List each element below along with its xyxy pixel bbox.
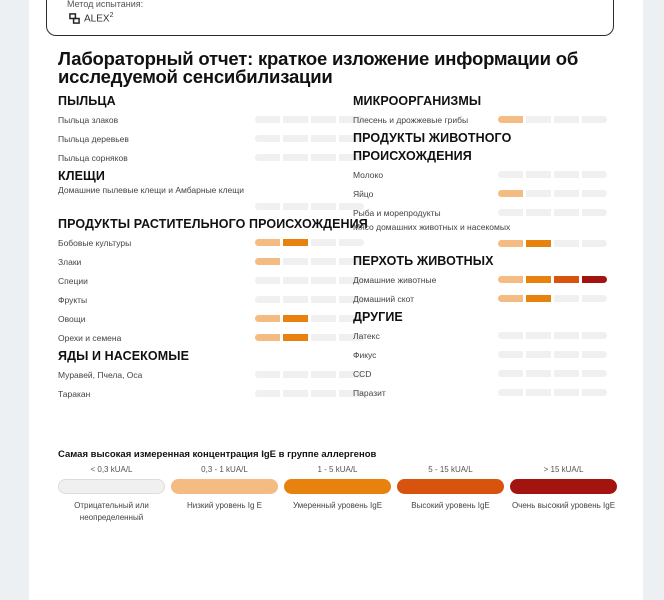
level-segment <box>283 203 308 210</box>
level-segment <box>255 296 280 303</box>
level-segment <box>526 171 551 178</box>
level-segment <box>283 116 308 123</box>
legend-item <box>171 463 278 524</box>
level-segment <box>582 276 607 283</box>
level-segment <box>526 332 551 339</box>
level-segment <box>255 135 280 142</box>
allergen-label: Фрукты <box>58 294 88 305</box>
level-segment <box>255 258 280 265</box>
report-title: Лабораторный отчет: краткое изложение информации об исследуемой сенсибилизации <box>58 48 579 87</box>
level-segment <box>582 171 607 178</box>
sensitization-level-bar <box>255 154 368 161</box>
level-segment <box>582 116 607 123</box>
category-title: МИКРООРГАНИЗМЫ <box>353 94 482 108</box>
level-segment <box>255 116 280 123</box>
allergen-label: Плесень и дрожжевые грибы <box>353 114 469 125</box>
allergen-row <box>58 233 368 252</box>
level-segment <box>311 334 336 341</box>
level-segment <box>283 296 308 303</box>
allergen-label: Пыльца деревьев <box>58 133 129 144</box>
category-title: КЛЕЩИ <box>58 169 105 183</box>
level-segment <box>498 209 523 216</box>
allergen-label: Домашние животные <box>353 274 437 285</box>
allergen-row <box>58 290 368 309</box>
allergen-row <box>353 222 613 252</box>
level-segment <box>554 171 579 178</box>
sensitization-level-bar <box>498 171 613 178</box>
report-page <box>29 0 643 600</box>
allergen-row <box>58 110 368 129</box>
category-title: ЯДЫ И НАСЕКОМЫЕ <box>58 349 190 363</box>
sensitization-level-bar <box>255 334 368 341</box>
sensitization-level-bar <box>255 135 368 142</box>
legend-title: Самая высокая измеренная концентрация IgE в группе аллергенов <box>58 449 377 460</box>
sensitization-level-bar <box>498 209 613 216</box>
level-segment <box>283 315 308 322</box>
level-segment <box>526 295 551 302</box>
legend-range: < 0,3 kUA/L <box>90 465 133 474</box>
level-segment <box>554 389 579 396</box>
allergen-label: Орехи и семена <box>58 332 122 343</box>
level-segment <box>283 258 308 265</box>
legend-color-swatch <box>397 479 504 494</box>
level-segment <box>311 277 336 284</box>
level-segment <box>283 277 308 284</box>
level-segment <box>582 190 607 197</box>
allergen-label: Бобовые культуры <box>58 237 132 248</box>
sensitization-level-bar <box>255 116 368 123</box>
allergen-label: Молоко <box>353 169 384 180</box>
level-segment <box>498 116 523 123</box>
sensitization-level-bar <box>498 351 613 358</box>
ige-legend <box>58 463 618 524</box>
level-segment <box>255 203 280 210</box>
level-segment <box>554 332 579 339</box>
allergen-row <box>58 271 368 290</box>
level-segment <box>311 239 336 246</box>
category-title: ПЕРХОТЬ ЖИВОТНЫХ <box>353 254 494 268</box>
sensitization-level-bar <box>255 277 368 284</box>
allergen-row <box>353 270 613 289</box>
allergen-label: Мясо домашних животных и насекомых <box>353 222 511 232</box>
sensitization-level-bar <box>498 240 613 247</box>
legend-description: Умеренный уровень IgE <box>292 501 383 510</box>
level-segment <box>311 296 336 303</box>
allergen-row <box>58 365 368 384</box>
level-segment <box>526 351 551 358</box>
allergen-row <box>58 252 368 271</box>
allergen-label: Муравей, Пчела, Оса <box>58 369 143 380</box>
allergen-row <box>58 185 368 215</box>
level-segment <box>283 390 308 397</box>
sensitization-level-bar <box>255 296 368 303</box>
sensitization-level-bar <box>498 276 613 283</box>
allergen-row <box>353 326 613 345</box>
level-segment <box>526 276 551 283</box>
test-method-name: ALEX$^2$ <box>84 12 114 25</box>
level-segment <box>554 351 579 358</box>
legend-range: 0,3 - 1 kUA/L <box>201 465 248 474</box>
test-method-value <box>69 12 113 24</box>
allergen-row <box>58 129 368 148</box>
allergen-row <box>353 364 613 383</box>
allergen-row <box>353 203 613 222</box>
level-segment <box>255 334 280 341</box>
allergen-label: Пыльца злаков <box>58 114 119 125</box>
alex-device-icon <box>69 13 80 24</box>
allergen-row <box>58 309 368 328</box>
allergen-row <box>353 345 613 364</box>
allergen-label: Злаки <box>58 256 82 267</box>
sensitization-level-bar <box>498 116 613 123</box>
legend-item <box>397 463 504 524</box>
legend-item <box>510 463 617 524</box>
level-segment <box>311 116 336 123</box>
category-title: ПРОДУКТЫ РАСТИТЕЛЬНОГО ПРОИСХОЖДЕНИЯ <box>58 217 368 231</box>
level-segment <box>311 135 336 142</box>
legend-description: Низкий уровень Ig E <box>186 501 263 510</box>
category-title: ПЫЛЬЦА <box>58 94 116 108</box>
allergen-label: Яйцо <box>353 188 374 199</box>
level-segment <box>582 240 607 247</box>
level-segment <box>498 276 523 283</box>
level-segment <box>283 334 308 341</box>
level-segment <box>311 203 336 210</box>
test-method-card <box>46 0 614 36</box>
right-column <box>353 92 613 402</box>
allergen-label: Латекс <box>353 330 380 341</box>
legend-item <box>284 463 391 524</box>
level-segment <box>311 154 336 161</box>
sensitization-level-bar <box>255 258 368 265</box>
allergen-row <box>353 165 613 184</box>
test-method-label: Метод испытания: <box>67 0 144 9</box>
allergen-row <box>353 110 613 129</box>
level-segment <box>498 171 523 178</box>
level-segment <box>554 190 579 197</box>
allergen-label: Фикус <box>353 349 377 360</box>
allergen-row <box>353 383 613 402</box>
level-segment <box>255 315 280 322</box>
level-segment <box>554 209 579 216</box>
level-segment <box>255 371 280 378</box>
allergen-label: Специи <box>58 275 88 286</box>
level-segment <box>526 116 551 123</box>
level-segment <box>554 116 579 123</box>
allergen-label: Домашний скот <box>353 293 415 304</box>
level-segment <box>283 371 308 378</box>
level-segment <box>554 295 579 302</box>
level-segment <box>582 370 607 377</box>
level-segment <box>311 258 336 265</box>
level-segment <box>526 370 551 377</box>
legend-range: 5 - 15 kUA/L <box>428 465 473 474</box>
level-segment <box>498 370 523 377</box>
level-segment <box>526 209 551 216</box>
level-segment <box>498 240 523 247</box>
level-segment <box>255 239 280 246</box>
legend-description: Очень высокий уровень IgE <box>511 501 616 510</box>
legend-color-swatch <box>510 479 617 494</box>
sensitization-level-bar <box>498 332 613 339</box>
level-segment <box>554 370 579 377</box>
level-segment <box>582 332 607 339</box>
level-segment <box>283 239 308 246</box>
legend-color-swatch <box>58 479 165 494</box>
allergen-row <box>58 384 368 403</box>
level-segment <box>498 332 523 339</box>
level-segment <box>526 389 551 396</box>
allergen-label: Пыльца сорняков <box>58 152 128 163</box>
level-segment <box>255 154 280 161</box>
level-segment <box>283 154 308 161</box>
sensitization-level-bar <box>498 370 613 377</box>
level-segment <box>498 190 523 197</box>
level-segment <box>498 389 523 396</box>
left-column <box>58 92 368 403</box>
level-segment <box>311 390 336 397</box>
allergen-label: Домашние пылевые клещи и Амбарные клещи <box>58 185 245 195</box>
level-segment <box>498 351 523 358</box>
sensitization-level-bar <box>255 315 368 322</box>
allergen-row <box>353 184 613 203</box>
legend-color-swatch <box>171 479 278 494</box>
legend-color-swatch <box>284 479 391 494</box>
level-segment <box>582 351 607 358</box>
category-title: ДРУГИЕ <box>353 310 403 324</box>
allergen-label: Рыба и морепродукты <box>353 207 441 218</box>
allergen-label: Овощи <box>58 313 86 324</box>
level-segment <box>526 240 551 247</box>
sensitization-level-bar <box>255 203 368 210</box>
level-segment <box>526 190 551 197</box>
legend-description: Отрицательный или неопределенный <box>74 501 149 522</box>
category-title: ПРОДУКТЫ ЖИВОТНОГО ПРОИСХОЖДЕНИЯ <box>353 131 512 163</box>
level-segment <box>582 389 607 396</box>
allergen-row <box>58 328 368 347</box>
level-segment <box>283 135 308 142</box>
sensitization-level-bar <box>255 390 368 397</box>
sensitization-level-bar <box>255 371 368 378</box>
allergen-row <box>353 289 613 308</box>
level-segment <box>255 390 280 397</box>
level-segment <box>255 277 280 284</box>
level-segment <box>311 315 336 322</box>
level-segment <box>311 371 336 378</box>
level-segment <box>554 276 579 283</box>
level-segment <box>582 295 607 302</box>
sensitization-level-bar <box>498 190 613 197</box>
sensitization-level-bar <box>498 295 613 302</box>
allergen-label: Паразит <box>353 387 386 398</box>
legend-description: Высокий уровень IgE <box>411 501 490 510</box>
legend-range: > 15 kUA/L <box>543 465 584 474</box>
legend-item <box>58 463 165 524</box>
level-segment <box>582 209 607 216</box>
sensitization-level-bar <box>498 389 613 396</box>
sensitization-level-bar <box>255 239 368 246</box>
level-segment <box>498 295 523 302</box>
legend-range: 1 - 5 kUA/L <box>317 465 358 474</box>
level-segment <box>554 240 579 247</box>
allergen-row <box>58 148 368 167</box>
allergen-label: Таракан <box>58 388 91 399</box>
allergen-label: CCD <box>353 368 372 379</box>
